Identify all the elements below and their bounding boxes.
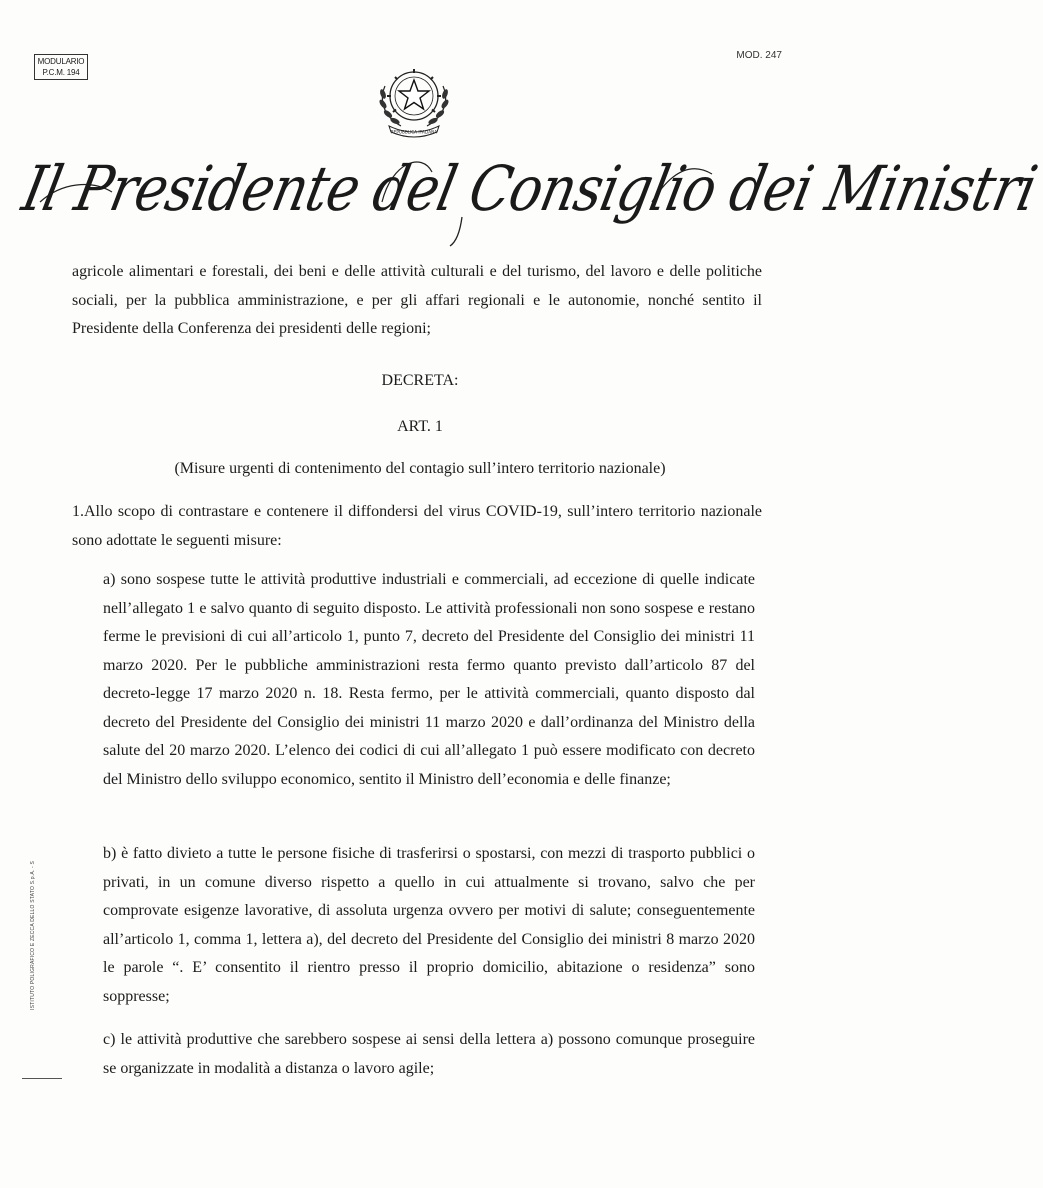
modulario-box (34, 54, 88, 80)
list-item-c: c) le attività produttive che sarebbero sospese ai sensi della lettera a) possono comunque proseguire se organizzate in modalità a distanza o lavoro agile; (103, 1031, 755, 1077)
modulario-line2: P.C.M. 194 (42, 68, 80, 77)
decreta-heading: DECRETA: (381, 372, 459, 389)
intro-paragraph: agricole alimentari e forestali, dei beni e delle attività culturali e del turismo, del lavoro e delle politiche sociali, per la pubblica amministrazione, e per gli affari regionali e le autonomie, nonché sentito il Presidente della Conferenza dei presidenti delle regioni; (72, 263, 762, 337)
article-subtitle: (Misure urgenti di contenimento del contagio sull’intero territorio nazionale) (174, 460, 666, 477)
fold-mark (22, 1078, 62, 1079)
printer-margin-note: ISTITUTO POLIGRAFICO E ZECCA DELLO STATO S.p.A. - S (30, 860, 36, 1010)
mod-number: MOD. 247 (736, 50, 782, 61)
letterhead-title: Il Presidente del Consiglio dei Ministri (16, 152, 1043, 225)
list-item-b: b) è fatto divieto a tutte le persone fisiche di trasferirsi o spostarsi, con mezzi di trasporto pubblici o privati, in un comune diverso rispetto a quello in cui attualmente si trovano, salvo che per comprovate esigenze lavorative, di assoluta urgenza ovvero per motivi di salute; conseguentemente all’articolo 1, comma 1, lettera a), del decreto del Presidente del Consiglio dei ministri 8 marzo 2020 le parole “. E’ consentito il rientro presso il proprio domicilio, abitazione o residenza” sono soppresse; (103, 845, 755, 1005)
republic-emblem-icon (371, 56, 457, 140)
article-heading: ART. 1 (397, 418, 443, 435)
list-item-a: a) sono sospese tutte le attività produttive industriali e commerciali, ad eccezione di quelle indicate nell’allegato 1 e salvo quanto di seguito disposto. Le attività professionali non sono sospese e restano ferme le previsioni di cui all’articolo 1, punto 7, decreto del Presidente del Consiglio dei ministri 11 marzo 2020. Per le pubbliche amministrazioni resta fermo quanto previsto dall’articolo 87 del decreto-legge 17 marzo 2020 n. 18. Resta fermo, per le attività commerciali, quanto disposto dal decreto del Presidente del Consiglio dei ministri 11 marzo 2020 e dall’ordinanza del Ministro della salute del 20 marzo 2020. L’elenco dei codici di cui all’allegato 1 può essere modificato con decreto del Ministro dello sviluppo economico, sentito il Ministro dell’economia e delle finanze; (103, 571, 755, 788)
paragraph-1: 1.Allo scopo di contrastare e contenere il diffondersi del virus COVID-19, sull’intero territorio nazionale sono adottate le seguenti misure: (72, 503, 762, 549)
emblem-ribbon-text: REPUBBLICA ITALIANA (390, 129, 438, 135)
modulario-line1: MODULARIO (37, 57, 85, 66)
letterhead (16, 142, 1043, 252)
